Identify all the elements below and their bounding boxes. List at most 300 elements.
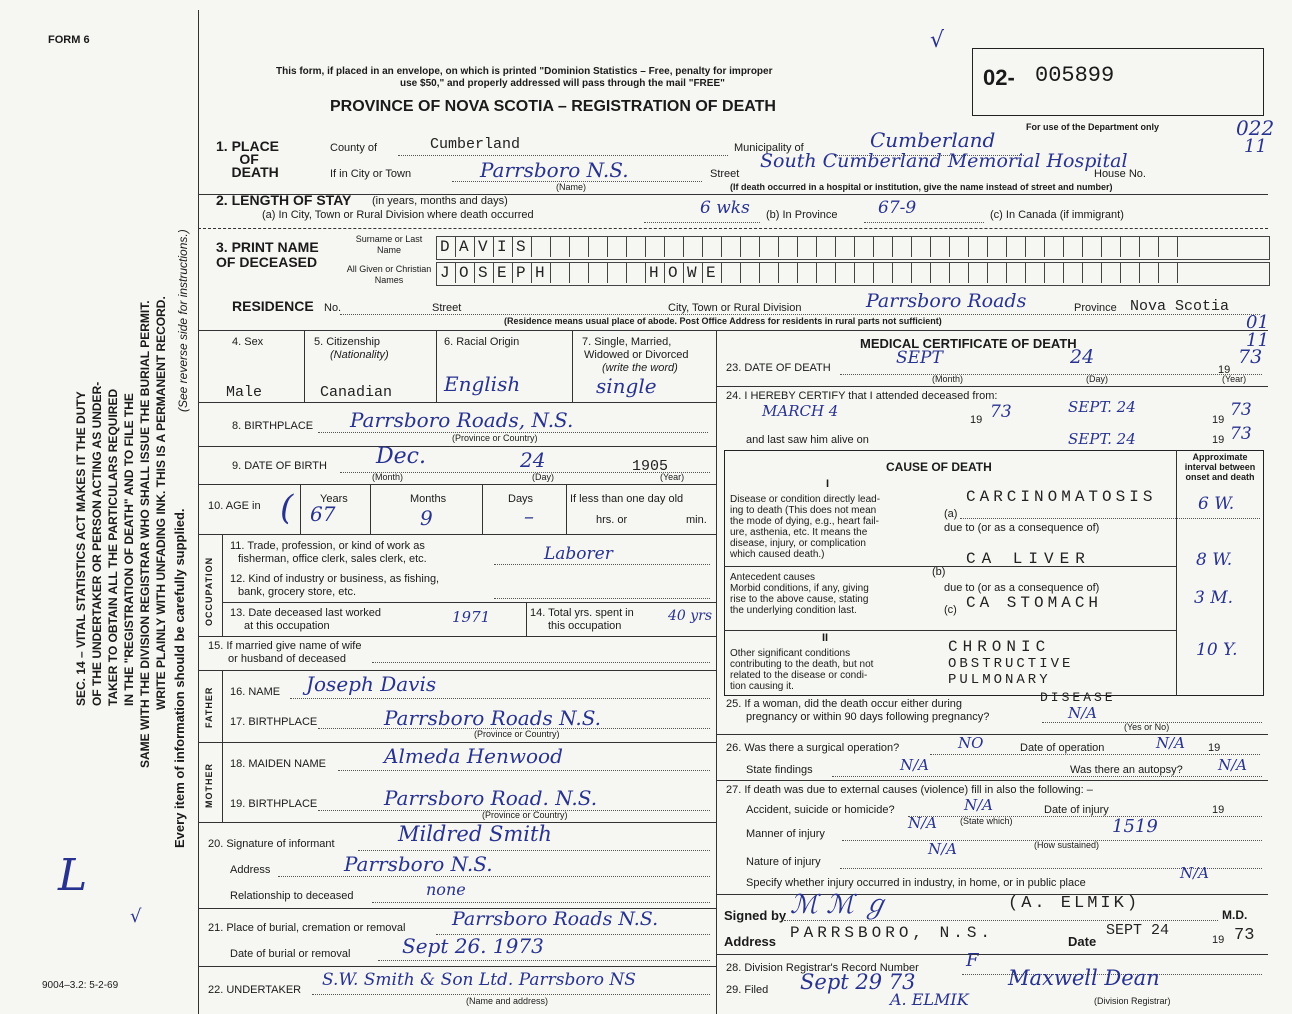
father-name: Joseph Davis: [306, 672, 437, 696]
name-cell: [1101, 237, 1102, 257]
informant-rel-label: Relationship to deceased: [230, 890, 354, 902]
interval-label-text: Approximate interval between onset and death: [1184, 452, 1256, 482]
name-letter: W: [687, 264, 697, 282]
father-bp-sub: (Province or Country): [474, 729, 560, 739]
name-cell: [550, 237, 551, 257]
age-years: 67: [310, 502, 336, 526]
name-cell: [702, 237, 703, 257]
informant-rel: none: [426, 880, 466, 899]
occupation-side: OCCUPATION: [204, 556, 214, 626]
mother-side: MOTHER: [204, 763, 214, 808]
marital-label: 7. Single, Married,: [582, 336, 672, 348]
total-years-label: 14. Total yrs. spent in: [530, 607, 634, 619]
name-letter: I: [497, 238, 507, 256]
industry-label: 12. Kind of industry or business, as fishing,: [230, 573, 440, 585]
to-year: 73: [1230, 400, 1252, 420]
stay-b-label: (b) In Province: [766, 209, 838, 221]
lastsaw-value: SEPT. 24: [1068, 430, 1136, 448]
mother-bp-sub: (Province or Country): [482, 810, 568, 820]
house-label: House No.: [1094, 168, 1146, 180]
name-cell: [854, 263, 855, 283]
label-line: ing to death (This does not mean: [730, 505, 877, 516]
name-cell: [607, 263, 608, 283]
total-years-label: this occupation: [548, 620, 622, 632]
name-letter: P: [516, 264, 526, 282]
name-cell: [436, 263, 437, 283]
dod-day: 24: [1070, 346, 1095, 368]
date-value: SEPT 24: [1106, 922, 1170, 939]
autopsy-value: N/A: [1218, 756, 1248, 774]
dob-label: 9. DATE OF BIRTH: [232, 460, 327, 472]
antecedent-label: [730, 572, 869, 616]
autopsy-label: Was there an autopsy?: [1070, 764, 1183, 776]
street-value: South Cumberland Memorial Hospital: [760, 150, 1128, 172]
doctor-signature: ℳ ℳ ℊ: [790, 890, 889, 920]
county-label: County of: [330, 142, 378, 154]
surname-label-text: Surname or Last Name: [355, 234, 423, 255]
registrar-sub: (Division Registrar): [1094, 996, 1171, 1006]
municipality-label: Municipality of: [734, 142, 804, 154]
name-cell: [816, 263, 817, 283]
name-letter: H: [535, 264, 545, 282]
interval-label: [1180, 452, 1260, 482]
marital-label: Widowed or Divorced: [584, 349, 689, 361]
name-cell: [911, 263, 912, 283]
label-line: Other significant conditions: [730, 648, 851, 659]
label-line: related to the disease or condi-: [730, 670, 868, 681]
state-which-sub: (State which): [960, 816, 1013, 826]
father-bp: Parrsboro Roads N.S.: [384, 706, 602, 730]
name-letter: D: [440, 238, 450, 256]
interval-other: 10 Y.: [1196, 640, 1238, 660]
name-cell: [512, 237, 513, 257]
name-cell: [1063, 237, 1064, 257]
side-line: WRITE PLAINLY WITH UNFADING INK. THIS IS A PERMANENT RECORD.: [154, 296, 168, 710]
q25-label: 25. If a woman, did the death occur either during: [726, 698, 963, 710]
cause-title: CAUSE OF DEATH: [886, 460, 992, 474]
dod-month-sub: (Month): [932, 374, 964, 384]
other-label: [730, 648, 873, 692]
stay-c-label: (c) In Canada (if immigrant): [990, 209, 1124, 221]
burial-place-label: 21. Place of burial, cremation or removal: [208, 922, 406, 934]
address-label: Address: [724, 934, 777, 949]
name-cell: [1177, 263, 1178, 283]
label-line: Morbid conditions, if any, giving: [730, 583, 869, 594]
residence-province: Nova Scotia: [1130, 298, 1230, 315]
state-value: N/A: [900, 756, 930, 774]
name-letter: O: [668, 264, 678, 282]
given-label: [346, 264, 432, 286]
name-cell: [721, 263, 722, 283]
surname-label: [352, 234, 426, 256]
name-cell: [1139, 237, 1140, 257]
name-cell: [569, 263, 570, 283]
undertaker-value: S.W. Smith & Son Ltd. Parrsboro NS: [322, 970, 636, 990]
name-cell: [816, 237, 817, 257]
residence-province-label: Province: [1074, 302, 1117, 314]
mother-bp-label: 19. BIRTHPLACE: [230, 798, 318, 810]
name-cell: [968, 237, 969, 257]
name-letter: S: [478, 264, 488, 282]
label-line: tion causing it.: [730, 681, 794, 692]
print-name-label: [216, 240, 332, 270]
nature-label: Nature of injury: [746, 856, 821, 868]
last-worked-label: at this occupation: [244, 620, 330, 632]
citizenship-value: Canadian: [320, 384, 393, 401]
name-cell: [892, 263, 893, 283]
name-cell: [664, 237, 665, 257]
form-label: FORM 6: [48, 34, 90, 46]
margin-check: √: [130, 906, 142, 927]
dod-19: 19: [1218, 364, 1231, 376]
mother-name: Almeda Henwood: [384, 744, 563, 768]
stay-a-label: (a) In City, Town or Rural Division where death occurred: [262, 209, 534, 221]
age-months-label: Months: [410, 493, 447, 505]
last-worked-value: 1971: [452, 608, 491, 626]
label-line: the underlying condition last.: [730, 605, 857, 616]
last-worked-label: 13. Date deceased last worked: [230, 607, 382, 619]
name-cell: [664, 263, 665, 283]
lastsaw-year: 73: [1230, 424, 1252, 444]
doctor-print: A. ELMIK: [890, 990, 969, 1009]
lastsaw-label: and last saw him alive on: [746, 434, 869, 446]
name-cell: [854, 237, 855, 257]
hospital-note: (If death occurred in a hospital or institution, give the name instead of street and number): [730, 182, 1113, 192]
name-cell: [835, 237, 836, 257]
name-cell: [474, 237, 475, 257]
municipality-value: Cumberland: [870, 128, 996, 152]
name-cell: [531, 237, 532, 257]
cause-c: CA STOMACH: [966, 594, 1103, 612]
name-cell: [892, 237, 893, 257]
name-cell: [455, 237, 456, 257]
name-cell: [550, 263, 551, 283]
burial-date-label: Date of burial or removal: [230, 948, 351, 960]
state-label: State findings: [746, 764, 813, 776]
date-19: 19: [1212, 934, 1225, 946]
side-line: TAKER TO OBTAIN ALL THE PARTICULARS REQUIRED: [106, 388, 120, 706]
other-cond: OBSTRUCTIVE: [948, 656, 1074, 672]
side-line: IN THE "REGISTRATION OF DEATH" AND TO FILE THE: [122, 393, 136, 706]
label-line: rise to the above cause, stating: [730, 594, 869, 605]
birthplace-value: Parrsboro Roads, N.S.: [350, 408, 574, 432]
sex-value: Male: [226, 384, 263, 401]
label-line: disease, injury, or complication: [730, 538, 866, 549]
form-left-border: [198, 10, 199, 1014]
name-cell: [930, 263, 931, 283]
age-label: 10. AGE in: [208, 500, 261, 512]
q26-value: NO: [958, 734, 984, 752]
signed-value: (A. ELMIK): [1008, 894, 1141, 913]
surname-cells: [436, 236, 1270, 260]
certify-label: 24. I HEREBY CERTIFY that I attended deceased from:: [726, 390, 998, 402]
from-19: 19: [970, 414, 983, 426]
dod-label: 23. DATE OF DEATH: [726, 362, 831, 374]
place-of-death-label: 1. PLACE OF DEATH: [216, 138, 280, 180]
name-cell: [1025, 237, 1026, 257]
medical-title: MEDICAL CERTIFICATE OF DEATH: [860, 336, 1077, 351]
side-line: SAME WITH THE DIVISION REGISTRAR WHO SHALL ISSUE THE BURIAL PERMIT.: [138, 300, 152, 768]
trade-value: Laborer: [544, 544, 613, 564]
side-line: Every item of information should be carefully supplied.: [172, 508, 187, 848]
label-line: contributing to the death, but not: [730, 659, 874, 670]
name-cell: [778, 237, 779, 257]
dept-code: 11: [1244, 136, 1267, 157]
specify-label: Specify whether injury occurred in industry, in home, or in public place: [746, 877, 1086, 889]
given-cells: [436, 262, 1270, 286]
date-label: Date: [1068, 934, 1097, 949]
name-cell: [721, 237, 722, 257]
name-cell: [1006, 263, 1007, 283]
industry-label: bank, grocery store, etc.: [238, 586, 356, 598]
opdate-label: Date of operation: [1020, 742, 1105, 754]
name-cell: [626, 237, 627, 257]
marital-value: single: [596, 374, 657, 398]
name-cell: [797, 263, 798, 283]
total-years-value: 40 yrs: [668, 608, 713, 624]
name-cell: [588, 237, 589, 257]
mother-name-label: 18. MAIDEN NAME: [230, 758, 326, 770]
name-cell: [1025, 263, 1026, 283]
name-cell: [493, 263, 494, 283]
name-cell: [626, 263, 627, 283]
city-label: If in City or Town: [330, 168, 412, 180]
residence-label: RESIDENCE: [232, 298, 314, 314]
reg-prefix: 02-: [983, 65, 1015, 90]
residence-note: (Residence means usual place of abode. Post Office Address for residents in rural parts not sufficient): [504, 316, 942, 326]
name-letter: E: [497, 264, 507, 282]
injdate-19: 19: [1212, 804, 1225, 816]
label-line: ure, asthenia, etc. It means the: [730, 527, 868, 538]
label-line: Disease or condition directly lead-: [730, 494, 881, 505]
undertaker-sub: (Name and address): [466, 996, 549, 1006]
other-cond: CHRONIC: [948, 638, 1051, 656]
age-days-label: Days: [508, 493, 534, 505]
city-value: Parrsboro N.S.: [480, 158, 629, 182]
name-letter: A: [459, 238, 469, 256]
q26-label: 26. Was there a surgical operation?: [726, 742, 900, 754]
age-years-label: Years: [320, 493, 348, 505]
dob-year-sub: (Year): [660, 472, 685, 482]
age-bracket: (: [280, 488, 294, 528]
dob-day: 24: [520, 448, 546, 472]
name-cell: [797, 237, 798, 257]
opdate-19: 19: [1208, 742, 1221, 754]
stay-a-value: 6 wks: [700, 198, 750, 218]
dob-day-sub: (Day): [532, 472, 554, 482]
q27-label: 27. If death was due to external causes (violence) fill in also the following: –: [726, 784, 1093, 796]
cause-b-label: (b): [932, 566, 946, 578]
name-cell: [645, 237, 646, 257]
notice-line: use $50," and properly addressed will pass through the mail "FREE": [400, 78, 725, 89]
dod-year-sub: (Year): [1222, 374, 1247, 384]
age-days: –: [524, 504, 534, 528]
q29-label: 29. Filed: [726, 984, 769, 996]
name-cell: [1177, 237, 1178, 257]
name-cell: [607, 237, 608, 257]
lastsaw-19: 19: [1212, 434, 1225, 446]
form-title: PROVINCE OF NOVA SCOTIA – REGISTRATION OF DEATH: [330, 98, 776, 115]
specify-value: N/A: [1180, 864, 1210, 882]
informant-sig-label: 20. Signature of informant: [208, 838, 335, 850]
name-cell: [1139, 263, 1140, 283]
name-cell: [911, 237, 912, 257]
name-cell: [455, 263, 456, 283]
mother-bp: Parrsboro Road. N.S.: [384, 786, 598, 810]
name-letter: S: [516, 238, 526, 256]
side-line: SEC. 14 – VITAL STATISTICS ACT MAKES IT THE DUTY: [74, 391, 88, 706]
part-2: II: [822, 632, 829, 644]
dob-month: Dec.: [376, 444, 426, 469]
yesno-sub: (Yes or No): [1124, 722, 1170, 732]
lt-day-label: If less than one day old: [570, 493, 684, 505]
side-line: (See reverse side for instructions.): [176, 229, 190, 412]
side-line: OF THE UNDERTAKER OR PERSON ACTING AS UNDER-: [90, 381, 104, 706]
md-label: M.D.: [1222, 908, 1248, 922]
name-cell: [968, 263, 969, 283]
name-cell: [740, 237, 741, 257]
print-name-text: 3. PRINT NAME OF DECEASED: [216, 239, 319, 270]
other-cond: DISEASE: [1040, 690, 1116, 705]
father-side: FATHER: [204, 686, 214, 728]
residence-city-label: City, Town or Rural Division: [668, 302, 802, 314]
sex-label: 4. Sex: [232, 336, 264, 348]
dept-code: 022: [1236, 116, 1275, 140]
name-cell: [702, 263, 703, 283]
street-label: Street: [710, 168, 740, 180]
burial-place: Parrsboro Roads N.S.: [452, 908, 659, 930]
attended-from: MARCH 4: [762, 402, 839, 420]
hrs-label: hrs. or: [596, 514, 628, 526]
other-cond: PULMONARY: [948, 672, 1051, 688]
birthplace-label: 8. BIRTHPLACE: [232, 420, 314, 432]
informant-sig: Mildred Smith: [398, 822, 552, 846]
opdate-value: N/A: [1156, 734, 1186, 752]
stay-b-value: 67-9: [878, 198, 917, 218]
name-cell: [1044, 263, 1045, 283]
name-cell: [588, 263, 589, 283]
q28-label: 28. Division Registrar's Record Number: [726, 962, 919, 974]
nature-value: N/A: [928, 840, 958, 858]
name-cell: [873, 263, 874, 283]
given-label-text: All Given or Christian Names: [346, 264, 432, 285]
cause-c-label: (c): [944, 604, 957, 616]
direct-label: [730, 494, 880, 560]
name-cell: [569, 237, 570, 257]
informant-addr: Parrsboro N.S.: [344, 852, 493, 876]
interval-b: 8 W.: [1196, 550, 1233, 570]
length-of-stay-label: 2. LENGTH OF STAY: [216, 192, 352, 208]
cause-a-label: (a): [944, 508, 958, 520]
stay-sub: (in years, months and days): [372, 195, 508, 207]
undertaker-label: 22. UNDERTAKER: [208, 984, 302, 996]
name-sublabel: (Name): [556, 182, 587, 192]
dob-month-sub: (Month): [372, 472, 404, 482]
name-cell: [759, 263, 760, 283]
due-to-1: due to (or as a consequence of): [944, 522, 1100, 534]
name-cell: [512, 263, 513, 283]
name-cell: [759, 237, 760, 257]
name-cell: [835, 263, 836, 283]
name-letter: E: [706, 264, 716, 282]
from-year: 73: [990, 402, 1012, 422]
how-sub: (How sustained): [1034, 840, 1100, 850]
name-cell: [1063, 263, 1064, 283]
name-cell: [987, 237, 988, 257]
name-cell: [1158, 263, 1159, 283]
margin-initial: L: [58, 850, 88, 901]
header-check: √: [930, 28, 945, 53]
min-label: min.: [686, 514, 707, 526]
manner-value: N/A: [908, 814, 938, 832]
label-line: Antecedent causes: [730, 572, 816, 583]
interval-c: 3 M.: [1194, 588, 1234, 608]
name-cell: [987, 263, 988, 283]
interval-a: 6 W.: [1198, 494, 1235, 514]
to-19: 19: [1212, 414, 1225, 426]
dept-code: 11: [1246, 330, 1269, 351]
notice-line: This form, if placed in an envelope, on which is printed "Dominion Statistics – Free, penalty for improper: [276, 66, 773, 77]
father-bp-label: 17. BIRTHPLACE: [230, 716, 318, 728]
name-letter: J: [440, 264, 450, 282]
registrar-signature: Maxwell Dean: [1008, 966, 1160, 990]
marital-label: (write the word): [602, 362, 678, 374]
name-cell: [1120, 263, 1121, 283]
father-name-label: 16. NAME: [230, 686, 281, 698]
trade-label: fisherman, office clerk, sales clerk, etc.: [238, 553, 427, 565]
part-1: I: [826, 478, 830, 490]
dob-year: 1905: [632, 458, 669, 475]
dod-month: SEPT: [896, 348, 943, 368]
race-label: 6. Racial Origin: [444, 336, 520, 348]
due-to-2: due to (or as a consequence of): [944, 582, 1100, 594]
dept-code: 01: [1246, 312, 1269, 333]
name-cell: [873, 237, 874, 257]
name-cell: [1082, 263, 1083, 283]
dod-day-sub: (Day): [1086, 374, 1108, 384]
residence-no-label: No.: [324, 302, 342, 314]
name-cell: [683, 237, 684, 257]
name-cell: [474, 263, 475, 283]
name-cell: [683, 263, 684, 283]
name-cell: [949, 237, 950, 257]
injdate-label: Date of injury: [1044, 804, 1109, 816]
accident-label: Accident, suicide or homicide?: [746, 804, 895, 816]
age-months: 9: [420, 506, 433, 530]
manner-code: 1519: [1112, 816, 1158, 837]
date-year: 73: [1234, 926, 1255, 945]
manner-label: Manner of injury: [746, 828, 825, 840]
name-cell: [436, 237, 437, 257]
county-value: Cumberland: [430, 136, 521, 153]
name-cell: [1120, 237, 1121, 257]
burial-date: Sept 26. 1973: [402, 934, 544, 958]
citizenship-sub: (Nationality): [330, 349, 389, 361]
name-cell: [949, 263, 950, 283]
birthplace-sub: (Province or Country): [452, 433, 538, 443]
name-cell: [1158, 237, 1159, 257]
name-cell: [740, 263, 741, 283]
cause-a: CARCINOMATOSIS: [966, 488, 1157, 506]
form-code: 9004–3.2: 5-2-69: [42, 980, 119, 991]
dod-year: 73: [1238, 346, 1263, 368]
citizenship-label: 5. Citizenship: [314, 336, 381, 348]
name-cell: [493, 237, 494, 257]
accident-value: N/A: [964, 796, 994, 814]
address-value: PARRSBORO, N.S.: [790, 924, 995, 942]
trade-label: 11. Trade, profession, or kind of work as: [230, 540, 425, 552]
dept-use-label: For use of the Department only: [1026, 122, 1160, 132]
